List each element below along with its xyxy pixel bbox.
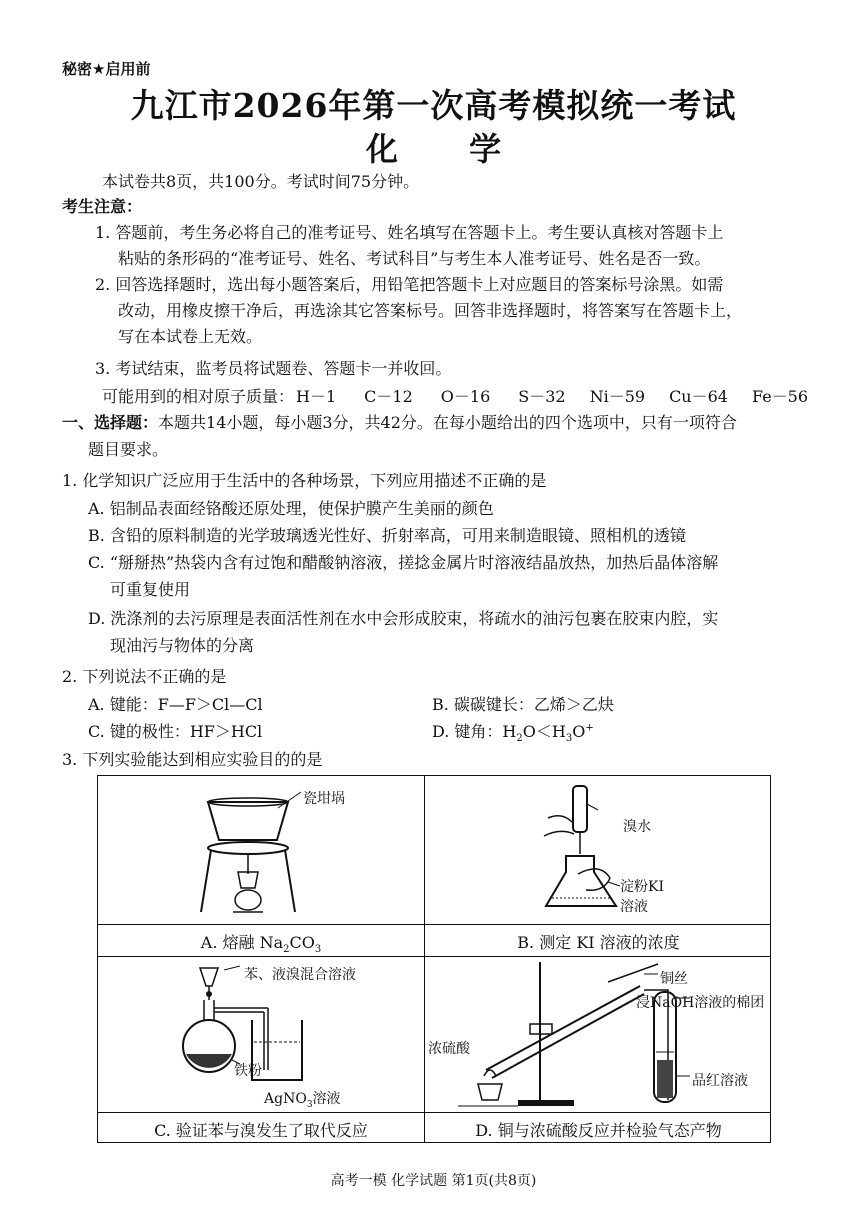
naoh-cotton-label: 浸NaOH溶液的棉团 xyxy=(636,995,765,1011)
atomic-mass-line xyxy=(102,384,808,407)
q2-stem: 2. 下列说法不正确的是 xyxy=(62,667,227,686)
copper-wire-label: 铜丝 xyxy=(660,971,688,987)
q2-d-sub: 2 xyxy=(516,733,523,745)
q1-option-c: C. “掰掰热”热袋内含有过饱和醋酸钠溶液，搓捻金属片时溶液结晶放热，加热后晶体溶解 xyxy=(88,553,719,572)
q1-option-d: D. 洗涤剂的去污原理是表面活性剂在水中会形成胶束，将疏水的油污包裹在胶束内腔，实 xyxy=(88,609,719,628)
atomic-mass-item: Ni－59 xyxy=(589,387,646,406)
note-line: 1. 答题前，考生务必将自己的准考证号、姓名填写在答题卡上。考生要认真核对答题卡上 xyxy=(95,223,724,242)
atomic-mass-item: O－16 xyxy=(440,387,491,406)
q1-stem: 1. 化学知识广泛应用于生活中的各种场景，下列应用描述不正确的是 xyxy=(62,471,547,490)
q1-option-d-cont: 现油污与物体的分离 xyxy=(110,636,255,655)
crucible-label: 瓷坩埚 xyxy=(303,791,345,807)
note-line: 3. 考试结束，监考员将试题卷、答题卡一并收回。 xyxy=(95,359,452,378)
q2-d-text: D. 键角：H xyxy=(432,722,517,741)
section-heading xyxy=(62,410,737,433)
grid-divider xyxy=(98,956,770,957)
note-line: 2. 回答选择题时，选出每小题答案后，用铅笔把答题卡上对应题目的答案标号涂黑。如需 xyxy=(95,275,724,294)
q2-option-b: B. 碳碳键长：乙烯＞乙炔 xyxy=(432,695,614,714)
solution-label: 溶液 xyxy=(620,899,648,915)
atomic-mass-item: H－1 xyxy=(296,387,337,406)
caption-sub: 3 xyxy=(314,944,322,956)
section-desc-cont: 题目要求。 xyxy=(88,440,169,459)
caption-sub: 2 xyxy=(283,944,290,956)
option-a-caption xyxy=(98,930,424,955)
q2-option-d xyxy=(432,719,594,744)
benzene-bromine-label: 苯、液溴混合溶液 xyxy=(244,967,356,983)
note-line: 改动，用橡皮擦干净后，再选涂其它答案标号。回答非选择题时，将答案写在答题卡上， xyxy=(118,301,743,320)
q1-option-b: B. 含铅的原料制造的光学玻璃透光性好、折射率高，可用来制造眼镜、照相机的透镜 xyxy=(88,526,686,545)
bromine-water-label: 溴水 xyxy=(623,819,651,835)
label-sub: 3 xyxy=(306,1099,313,1110)
experiment-grid xyxy=(97,775,771,1143)
starch-ki-label: 淀粉KI xyxy=(620,879,664,895)
grid-divider xyxy=(98,1112,770,1113)
atomic-mass-item: Cu－64 xyxy=(669,387,728,406)
option-c-caption: C. 验证苯与溴发生了取代反应 xyxy=(154,1121,368,1140)
grid-divider xyxy=(98,924,770,925)
q2-option-c: C. 键的极性：HF＞HCl xyxy=(88,722,263,741)
q2-d-text: O＜H xyxy=(522,722,566,741)
q2-d-text: O xyxy=(572,722,586,741)
magenta-solution-label: 品红溶液 xyxy=(692,1073,748,1089)
page-footer: 高考一模 化学试题 第1页(共8页) xyxy=(330,1173,537,1189)
label-text: AgNO xyxy=(264,1091,307,1107)
option-d-caption: D. 铜与浓硫酸反应并检验气态产物 xyxy=(475,1121,722,1140)
atomic-mass-label: 可能用到的相对原子质量： xyxy=(102,387,295,406)
conc-sulfuric-label: 浓硫酸 xyxy=(428,1041,470,1057)
option-b-caption: B. 测定 KI 溶液的浓度 xyxy=(517,933,680,952)
notes-heading: 考生注意： xyxy=(62,197,143,216)
q2-d-sub: 3 xyxy=(565,733,573,745)
section-title: 一、选择题： xyxy=(62,413,159,432)
note-line: 写在本试卷上无效。 xyxy=(118,327,263,346)
exam-title: 九江市2026年第一次高考模拟统一考试 xyxy=(130,86,737,125)
q2-d-sup: + xyxy=(585,722,594,734)
q1-option-a: A. 铝制品表面经铬酸还原处理，使保护膜产生美丽的颜色 xyxy=(88,499,494,518)
crucible-apparatus-figure xyxy=(193,788,313,918)
secret-mark: 秘密★启用前 xyxy=(62,60,151,78)
section-desc: 本题共14小题，每小题3分，共42分。在每小题给出的四个选项中，只有一项符合 xyxy=(158,413,737,432)
atomic-mass-item: C－12 xyxy=(364,387,413,406)
atomic-mass-item: Fe－56 xyxy=(751,387,809,406)
label-text: 溶液 xyxy=(312,1091,341,1107)
silver-nitrate-label xyxy=(264,1088,341,1110)
caption-text: A. 熔融 Na xyxy=(200,933,284,952)
subject-title: 化 学 xyxy=(365,130,502,168)
grid-divider xyxy=(424,776,425,1142)
q1-option-c-cont: 可重复使用 xyxy=(110,580,191,599)
q2-option-a: A. 键能：F—F＞Cl—Cl xyxy=(88,695,263,714)
iron-powder-label: 铁粉 xyxy=(234,1063,262,1079)
note-line: 粘贴的条形码的“准考证号、姓名、考试科目”与考生本人准考证号、姓名是否一致。 xyxy=(118,249,711,268)
q3-stem: 3. 下列实验能达到相应实验目的的是 xyxy=(62,750,323,769)
titration-apparatus-figure xyxy=(538,782,628,918)
atomic-mass-item: S－32 xyxy=(518,387,566,406)
caption-text: CO xyxy=(289,933,315,952)
exam-info: 本试卷共8页，共100分。考试时间75分钟。 xyxy=(102,172,420,191)
